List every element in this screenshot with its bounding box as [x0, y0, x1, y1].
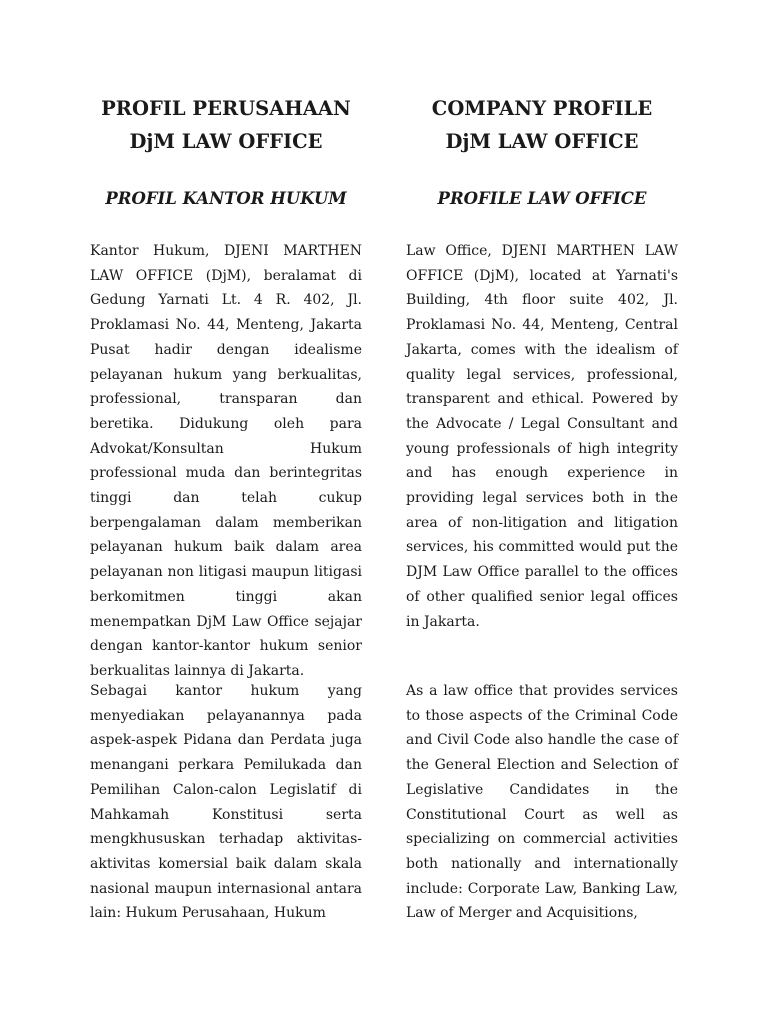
right-subtitle: PROFILE LAW OFFICE: [437, 189, 647, 208]
right-title-line2: DjM LAW OFFICE: [445, 130, 639, 153]
left-subtitle: PROFIL KANTOR HUKUM: [105, 189, 347, 208]
left-paragraph-1: Kantor Hukum, DJENI MARTHEN LAW OFFICE (DjM), beralamat di Gedung Yarnati Lt. 4 R. 402, Jl. Proklamasi No. 44, Menteng, Jakarta Pusat hadir dengan idealisme pelayanan hukum yang berkualitas, professional, transparan dan beretika. Didukung oleh para Advokat/Konsultan Hukum professional muda dan berintegritas tinggi dan telah cukup berpengalaman dalam memberikan pelayanan hukum baik dalam area pelayanan non litigasi maupun litigasi berkomitmen tinggi akan menempatkan DjM Law Office sejajar dengan kantor-kantor hukum senior berkualitas lainnya di Jakarta.: [90, 243, 362, 679]
left-paragraph-2: Sebagai kantor hukum yang menyediakan pelayanannya pada aspek-aspek Pidana dan Perdata juga menangani perkara Pemilukada dan Pemilihan Calon-calon Legislatif di Mahkamah Konstitusi serta mengkhususkan terhadap aktivitas-aktivitas komersial baik dalam skala nasional maupun internasional antara lain: Hukum Perusahaan, Hukum: [90, 683, 362, 922]
right-paragraph-2: As a law office that provides services to those aspects of the Criminal Code and Civil Code also handle the case of the General Election and Selection of Legislative Candidates in the Constitutional Court as well as specializing on commercial activities both nationally and internationally include: Corporate Law, Banking Law, Law of Merger and Acquisitions,: [406, 683, 678, 922]
left-title-line2: DjM LAW OFFICE: [129, 130, 323, 153]
left-title-line1: PROFIL PERUSAHAAN: [101, 97, 351, 120]
right-title-line1: COMPANY PROFILE: [431, 97, 653, 120]
right-paragraph-1: Law Office, DJENI MARTHEN LAW OFFICE (DjM), located at Yarnati's Building, 4th floor suite 402, Jl. Proklamasi No. 44, Menteng, Central Jakarta, comes with the idealism of quality legal services, professional, transparent and ethical. Powered by the Advocate / Legal Consultant and young professionals of high integrity and has enough experience in providing legal services both in the area of non-litigation and litigation services, his committed would put the DJM Law Office parallel to the offices of other qualified senior legal offices in Jakarta.: [406, 243, 678, 630]
